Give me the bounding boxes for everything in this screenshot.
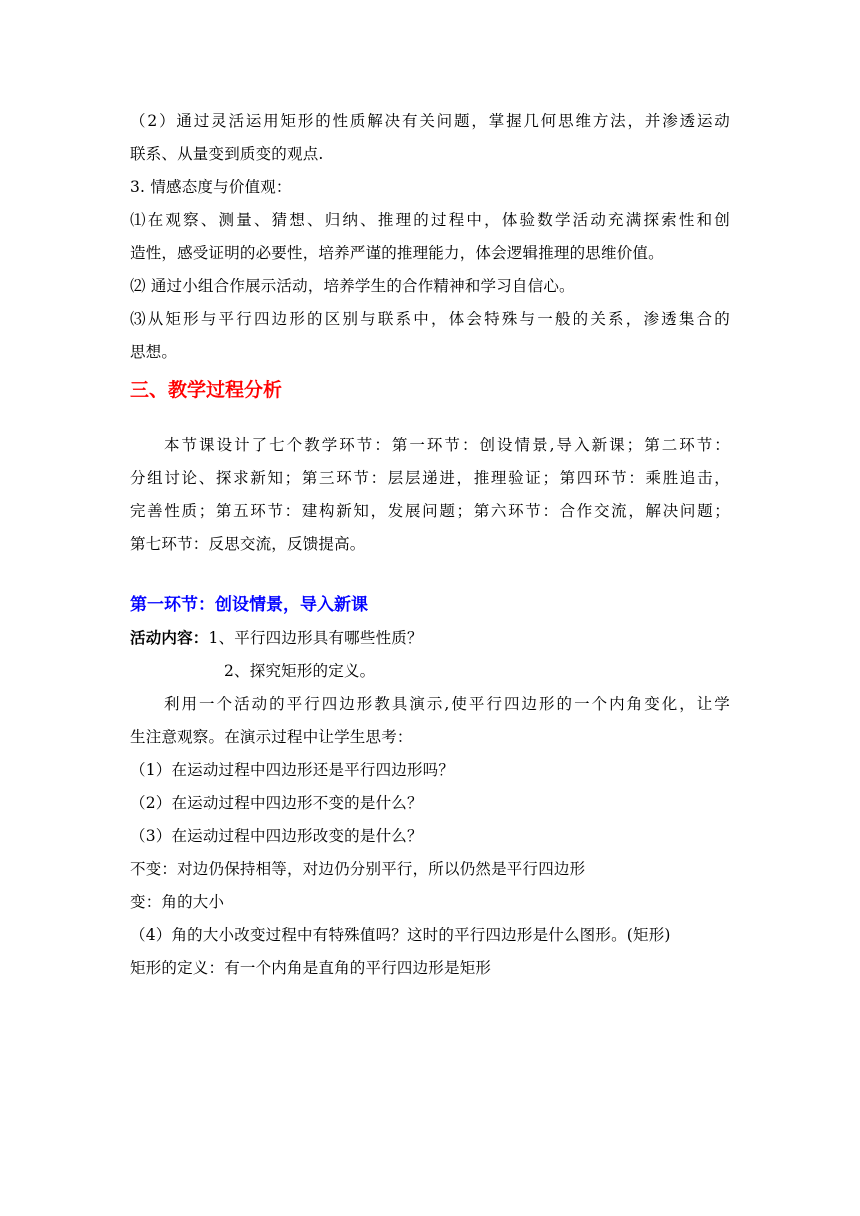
demo-paragraph-line1: 利用一个活动的平行四边形教具演示,使平行四边形的一个内角变化，让学 xyxy=(164,695,730,713)
paragraph-objective-2-line1: （2）通过灵活运用矩形的性质解决有关问题，掌握几何思维方法，并渗透运动 xyxy=(130,112,730,130)
activity-content-label: 活动内容： xyxy=(130,629,209,647)
demo-paragraph-line2: 生注意观察。在演示过程中让学生思考： xyxy=(130,728,413,746)
spacer xyxy=(130,561,730,589)
section-intro-line2: 分组讨论、探求新知；第三环节：层层递进，推理验证；第四环节：乘胜追击， xyxy=(130,469,730,487)
paragraph-objective-2-line2: 联系、从量变到质变的观点. xyxy=(130,145,324,163)
step1-heading: 第一环节：创设情景，导入新课 xyxy=(130,595,368,615)
paragraph-emotion-1-line2: 造性，感受证明的必要性，培养严谨的推理能力，体会逻辑推理的思维价值。 xyxy=(130,244,664,262)
rectangle-definition: 矩形的定义：有一个内角是直角的平行四边形是矩形 xyxy=(130,959,492,977)
answer-changed: 变：角的大小 xyxy=(130,893,225,911)
question-2: （2）在运动过程中四边形不变的是什么？ xyxy=(130,794,423,812)
question-1: （1）在运动过程中四边形还是平行四边形吗？ xyxy=(130,761,455,779)
paragraph-emotion-heading: 3. 情感态度与价值观： xyxy=(130,178,292,196)
answer-unchanged: 不变：对边仍保持相等，对边仍分别平行，所以仍然是平行四边形 xyxy=(130,860,586,878)
section-intro-line3: 完善性质；第五环节：建构新知，发展问题；第六环节：合作交流，解决问题； xyxy=(130,502,730,520)
activity-item-2: 2、探究矩形的定义。 xyxy=(224,662,376,680)
section-intro-line4: 第七环节：反思交流，反馈提高。 xyxy=(130,535,366,553)
question-3: （3）在运动过程中四边形改变的是什么？ xyxy=(130,827,423,845)
paragraph-emotion-1-line1: ⑴在观察、测量、猜想、归纳、推理的过程中，体验数学活动充满探索性和创 xyxy=(130,211,730,229)
section-heading-teaching-process: 三、教学过程分析 xyxy=(130,379,283,401)
paragraph-emotion-3-line1: ⑶从矩形与平行四边形的区别与联系中，体会特殊与一般的关系，渗透集合的 xyxy=(130,310,730,328)
paragraph-emotion-3-line2: 思想。 xyxy=(130,343,178,361)
paragraph-emotion-2: ⑵ 通过小组合作展示活动，培养学生的合作精神和学习自信心。 xyxy=(130,277,575,295)
document-page xyxy=(130,105,730,985)
spacer xyxy=(130,407,730,429)
section-intro-line1: 本节课设计了七个教学环节：第一环节：创设情景,导入新课；第二环节： xyxy=(164,436,730,454)
activity-item-1: 1、平行四边形具有哪些性质？ xyxy=(208,629,423,647)
activity-content-line xyxy=(130,622,730,655)
question-4: （4）角的大小改变过程中有特殊值吗？这时的平行四边形是什么图形。(矩形) xyxy=(130,926,671,944)
